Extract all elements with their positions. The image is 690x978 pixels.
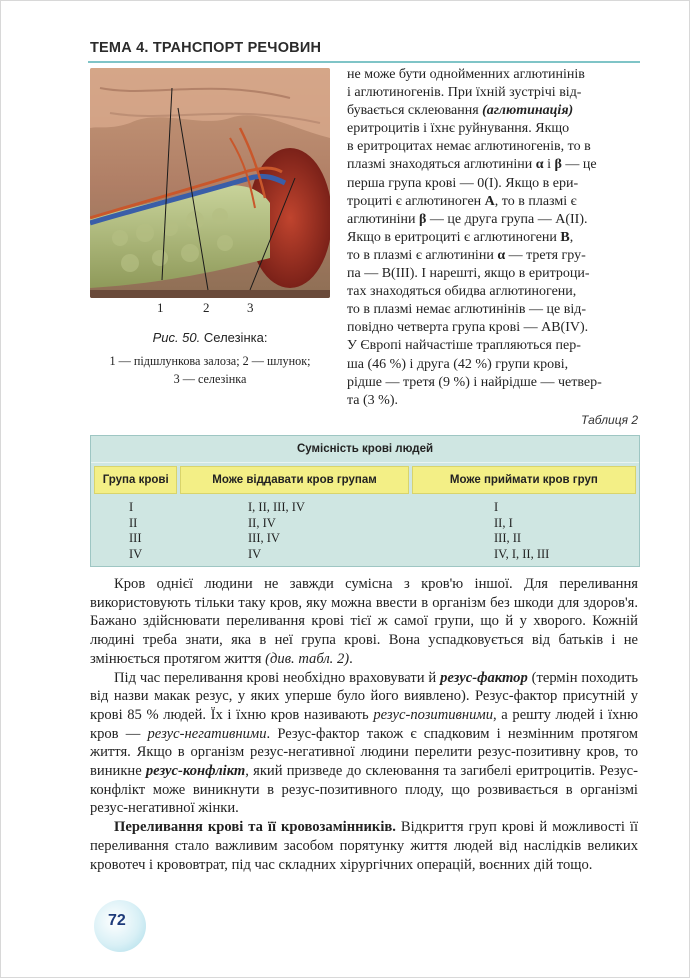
text-span: (термін походить від назви макак резус, у яких уперше було його виявлено). Резус-фактор присутній у крові 85 % людей. Їх і їхню кров називають xyxy=(90,669,638,723)
term-rhesus-factor: резус-фактор xyxy=(440,669,528,686)
table-cell: І xyxy=(494,500,499,514)
table-cell: ІІ, І xyxy=(494,515,513,530)
table-cell: ІІІ xyxy=(129,531,142,545)
text-line xyxy=(347,211,639,229)
table-cell: ІІ, ІV xyxy=(248,515,276,530)
text-span: . Резус-фактор також є спадковим і незмінним протягом життя. Якщо в організм резус-негативної людини перелити резус-позитивну кров, то виникне xyxy=(90,725,638,780)
text-span: — це xyxy=(561,157,597,173)
text-span: , який призведе до склеювання та загибелі еритроцитів. Резус-конфлікт може виникнути в резус-позитивного плоду, що розвивається в організмі резус-негативної жінки. xyxy=(90,763,638,817)
table-cell: ІІІ, ІІ xyxy=(494,531,522,545)
table-cell: ІV xyxy=(129,546,143,561)
paragraph-transfusion xyxy=(90,818,638,874)
term-rh-positive: резус-позитивними xyxy=(373,706,494,723)
header-rule xyxy=(88,61,640,63)
text-span: — третя гру- xyxy=(505,247,586,263)
figure-caption-title: Селезінка: xyxy=(200,330,268,345)
text-line: і аглютиногенів. При їхній зустрічі від- xyxy=(347,85,582,101)
text-span: . xyxy=(349,650,353,667)
blood-compatibility-table xyxy=(90,435,640,567)
table-column-receive xyxy=(494,500,549,562)
table-header-group: Група крові xyxy=(94,466,177,494)
text-line: в еритроцитах немає аглютиногенів, то в xyxy=(347,139,591,155)
figure-label-3: 3 xyxy=(247,300,254,315)
text-span: Відкриття груп крові й можливості її переливання стало важливим засобом порятунку життя людей від наслідків великих кровотеч і крововтрат, під час складних хірургічних операцій, воєнних дій тощо. xyxy=(90,819,639,873)
text-span: , а решту людей і їхню кров — xyxy=(90,706,639,742)
text-span: — це друга група — А(ІІ). xyxy=(426,211,588,227)
text-line: рідше — третя (9 %) і найрідше — четвер- xyxy=(347,374,602,390)
term-rh-negative: резус-негативними xyxy=(147,725,267,742)
table-column-give xyxy=(248,500,305,562)
agglutinogen-a: А xyxy=(484,193,495,209)
figure-legend-line2: 3 — селезінка xyxy=(173,372,247,386)
text-line xyxy=(347,247,639,265)
figure-caption xyxy=(90,330,330,345)
text-line: тах знаходяться обидва аглютиногени, xyxy=(347,284,577,300)
figure-label-1: 1 xyxy=(157,300,164,315)
text-line xyxy=(347,102,639,120)
text-span: Якщо в еритроциті є аглютиногени xyxy=(347,229,561,245)
term-rh-conflict: резус-конфлікт xyxy=(145,763,246,780)
text-span: , xyxy=(569,229,574,245)
text-line: то в плазмі немає аглютинінів — це від- xyxy=(347,302,586,318)
section-heading: Переливання крові та її кровозамінників. xyxy=(114,819,396,836)
text-line xyxy=(347,156,639,174)
text-line: У Європі найчастіше трапляються пер- xyxy=(347,338,581,354)
spleen-illustration xyxy=(90,68,330,298)
right-column-text xyxy=(347,66,639,410)
chapter-header: ТЕМА 4. ТРАНСПОРТ РЕЧОВИН xyxy=(90,40,322,56)
symbol-beta: β xyxy=(554,157,562,173)
text-line: та (3 %). xyxy=(347,392,398,408)
paragraph-compatibility xyxy=(90,575,638,669)
figure-label-2: 2 xyxy=(203,300,210,315)
figure-legend xyxy=(90,352,330,388)
text-span: аглютиніни xyxy=(347,211,419,227)
table-header-give: Може віддавати кров групам xyxy=(180,466,408,494)
symbol-alpha: α xyxy=(497,247,506,263)
table-reference: (див. табл. 2) xyxy=(265,650,350,667)
table-header-row xyxy=(91,466,639,494)
text-line: повідно четверта група крові — АВ(ІV). xyxy=(347,320,589,336)
table-cell: ІV xyxy=(248,546,262,561)
table-body xyxy=(91,494,639,564)
agglutinogen-b: В xyxy=(560,229,570,245)
text-line: еритроцитів і їхнє руйнування. Якщо xyxy=(347,121,570,137)
text-span: плазмі знаходяться аглютиніни xyxy=(347,157,536,173)
text-span: і xyxy=(543,157,555,173)
page-number: 72 xyxy=(108,912,126,929)
symbol-beta: β xyxy=(418,211,427,227)
table-label: Таблиця 2 xyxy=(581,413,638,427)
table-cell: ІІ xyxy=(129,515,138,530)
text-line: не може бути однойменних аглютинінів xyxy=(347,67,585,82)
text-span: бувається склеювання xyxy=(347,103,483,119)
paragraph-rhesus xyxy=(90,669,638,819)
text-span: Кров однієї людини не завжди сумісна з кров'ю іншої. Для переливання використовують тільки таку кров, яку можна ввести в організм без шкоди для здоров'я. Бажано здійснювати переливання крові тієї ж самої групи, що й у хворого. Кожній людині треба знати, яка в неї група крові. Вона успадковується від батьків і не змінюється протягом життя xyxy=(90,576,638,667)
table-cell: ІІІ, ІV xyxy=(248,531,280,545)
text-line xyxy=(347,193,639,211)
term-agglutination: (аглютинація) xyxy=(482,103,574,119)
text-span: троциті є аглютиноген xyxy=(347,193,485,209)
figure-caption-prefix: Рис. 50. xyxy=(152,330,201,345)
table-header-receive: Може приймати кров груп xyxy=(412,466,636,494)
table-title: Сумісність крові людей xyxy=(91,436,639,463)
text-line: перша група крові — 0(І). Якщо в ери- xyxy=(347,175,579,191)
main-body-text xyxy=(90,575,638,874)
text-span: то в плазмі є аглютиніни xyxy=(347,247,498,263)
table-cell: І xyxy=(129,500,134,514)
text-line: па — В(ІІІ). І нарешті, якщо в еритроци- xyxy=(347,266,590,282)
text-line: ша (46 %) і друга (42 %) групи крові, xyxy=(347,356,569,372)
spleen-drawing xyxy=(90,68,330,298)
text-line xyxy=(347,229,639,247)
figure-legend-line1: 1 — підшлункова залоза; 2 — шлунок; xyxy=(109,354,311,368)
table-column-group xyxy=(129,500,142,562)
table-cell: ІV, І, ІІ, ІІІ xyxy=(494,546,550,561)
text-span: Під час переливання крові необхідно враховувати й xyxy=(114,669,441,686)
symbol-alpha: α xyxy=(535,157,544,173)
text-span: , то в плазмі є xyxy=(494,193,577,209)
table-cell: І, ІІ, ІІІ, ІV xyxy=(248,500,305,514)
